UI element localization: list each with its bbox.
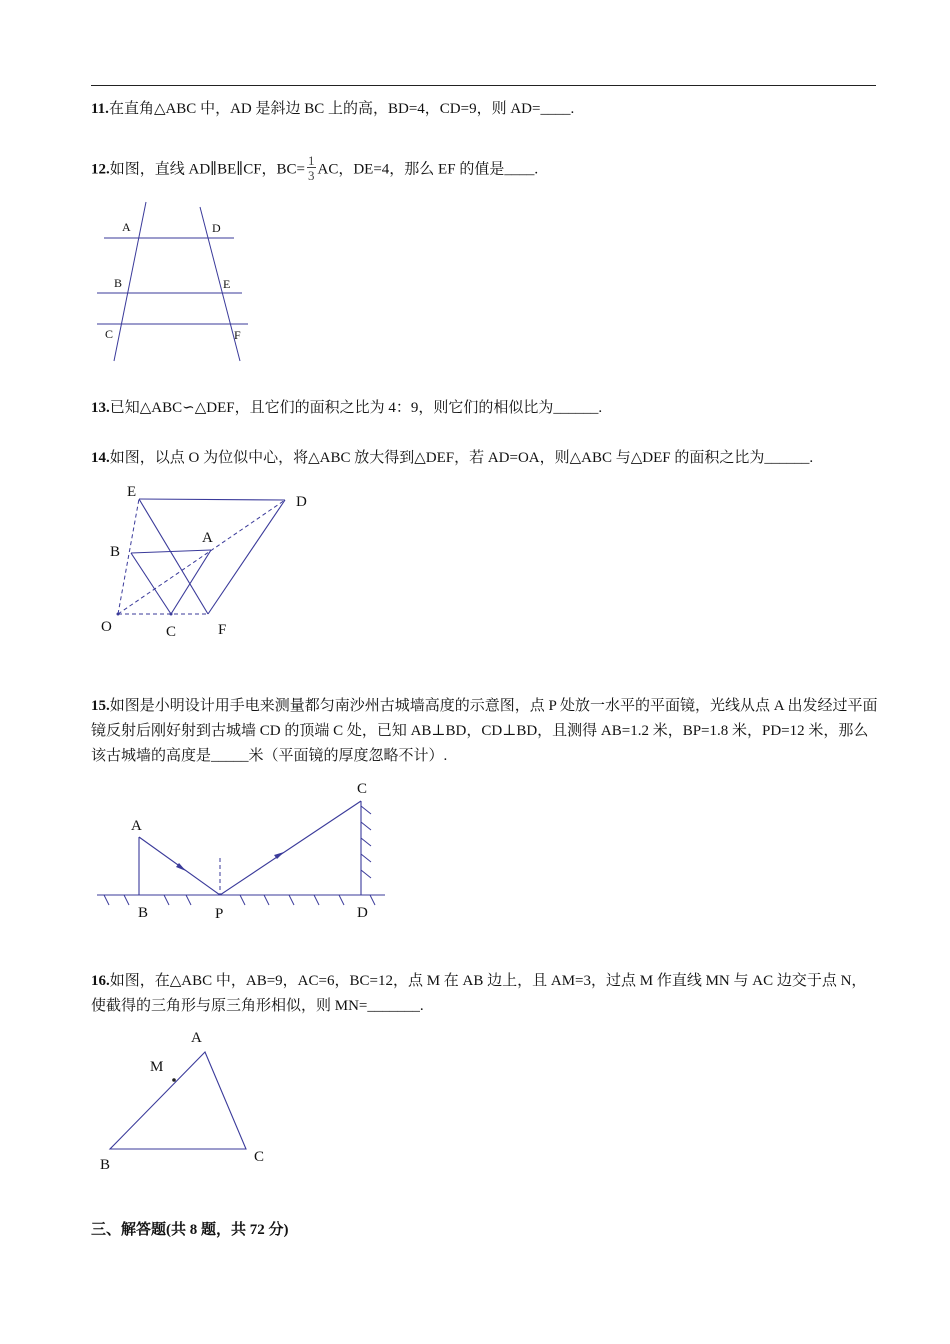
label-d: D (212, 221, 221, 235)
label-o: O (101, 619, 112, 635)
question-15: 15.如图是小明设计用手电来测量都匀南沙州古城墙高度的示意图，点 P 处放一水平的平面镜，光线从点 A 出发经过平面镜反射后刚好射到古城墙 CD 的顶端 C 处，已知 AB⊥BD，CD⊥BD，且测得 AB=1.2 米，BP=1.8 米，PD=12 米，那么该古城墙的高度是_____米（平面镜的厚度忽略不计）. (91, 698, 878, 764)
label-d: D (357, 905, 368, 921)
label-m: M (150, 1059, 164, 1075)
label-a: A (202, 530, 213, 546)
label-c: C (166, 624, 177, 640)
question-14: 14.如图，以点 O 为位似中心，将△ABC 放大得到△DEF，若 AD=OA，则△ABC 与△DEF 的面积之比为______. (91, 450, 814, 466)
label-e: E (127, 484, 137, 500)
label-c: C (357, 781, 368, 797)
label-a: A (131, 818, 142, 834)
label-b: B (110, 544, 121, 560)
label-a: A (191, 1030, 202, 1046)
label-b: B (138, 905, 149, 921)
label-f: F (218, 622, 227, 638)
section-heading: 三、解答题(共 8 题，共 72 分) (91, 1222, 289, 1238)
fraction-one-third: $\frac{1}{3}$ (308, 153, 315, 183)
label-b: B (100, 1157, 111, 1173)
label-f: F (234, 328, 241, 342)
label-d: D (296, 494, 307, 510)
label-c: C (254, 1149, 265, 1165)
question-11: 11.在直角△ABC 中，AD 是斜边 BC 上的高，BD=4，CD=9，则 AD=____. (91, 101, 575, 117)
question-13: 13.已知△ABC∽△DEF，且它们的面积之比为 4：9，则它们的相似比为______. (91, 400, 603, 416)
question-12: 12.如图，直线 AD∥BE∥CF，BC= $\frac{1}{3}$ AC，DE=4，那么 EF 的值是____. (91, 153, 539, 183)
question-16: 16.如图，在△ABC 中，AB=9，AC=6，BC=12，点 M 在 AB 边上，且 AM=3，过点 M 作直线 MN 与 AC 边交于点 N，使截得的三角形与原三角形相似，则 MN=_______. (91, 973, 867, 1014)
label-c: C (105, 327, 114, 341)
label-a: A (122, 220, 131, 234)
label-e: E (223, 277, 231, 291)
label-p: P (215, 906, 224, 922)
label-b: B (114, 276, 123, 290)
